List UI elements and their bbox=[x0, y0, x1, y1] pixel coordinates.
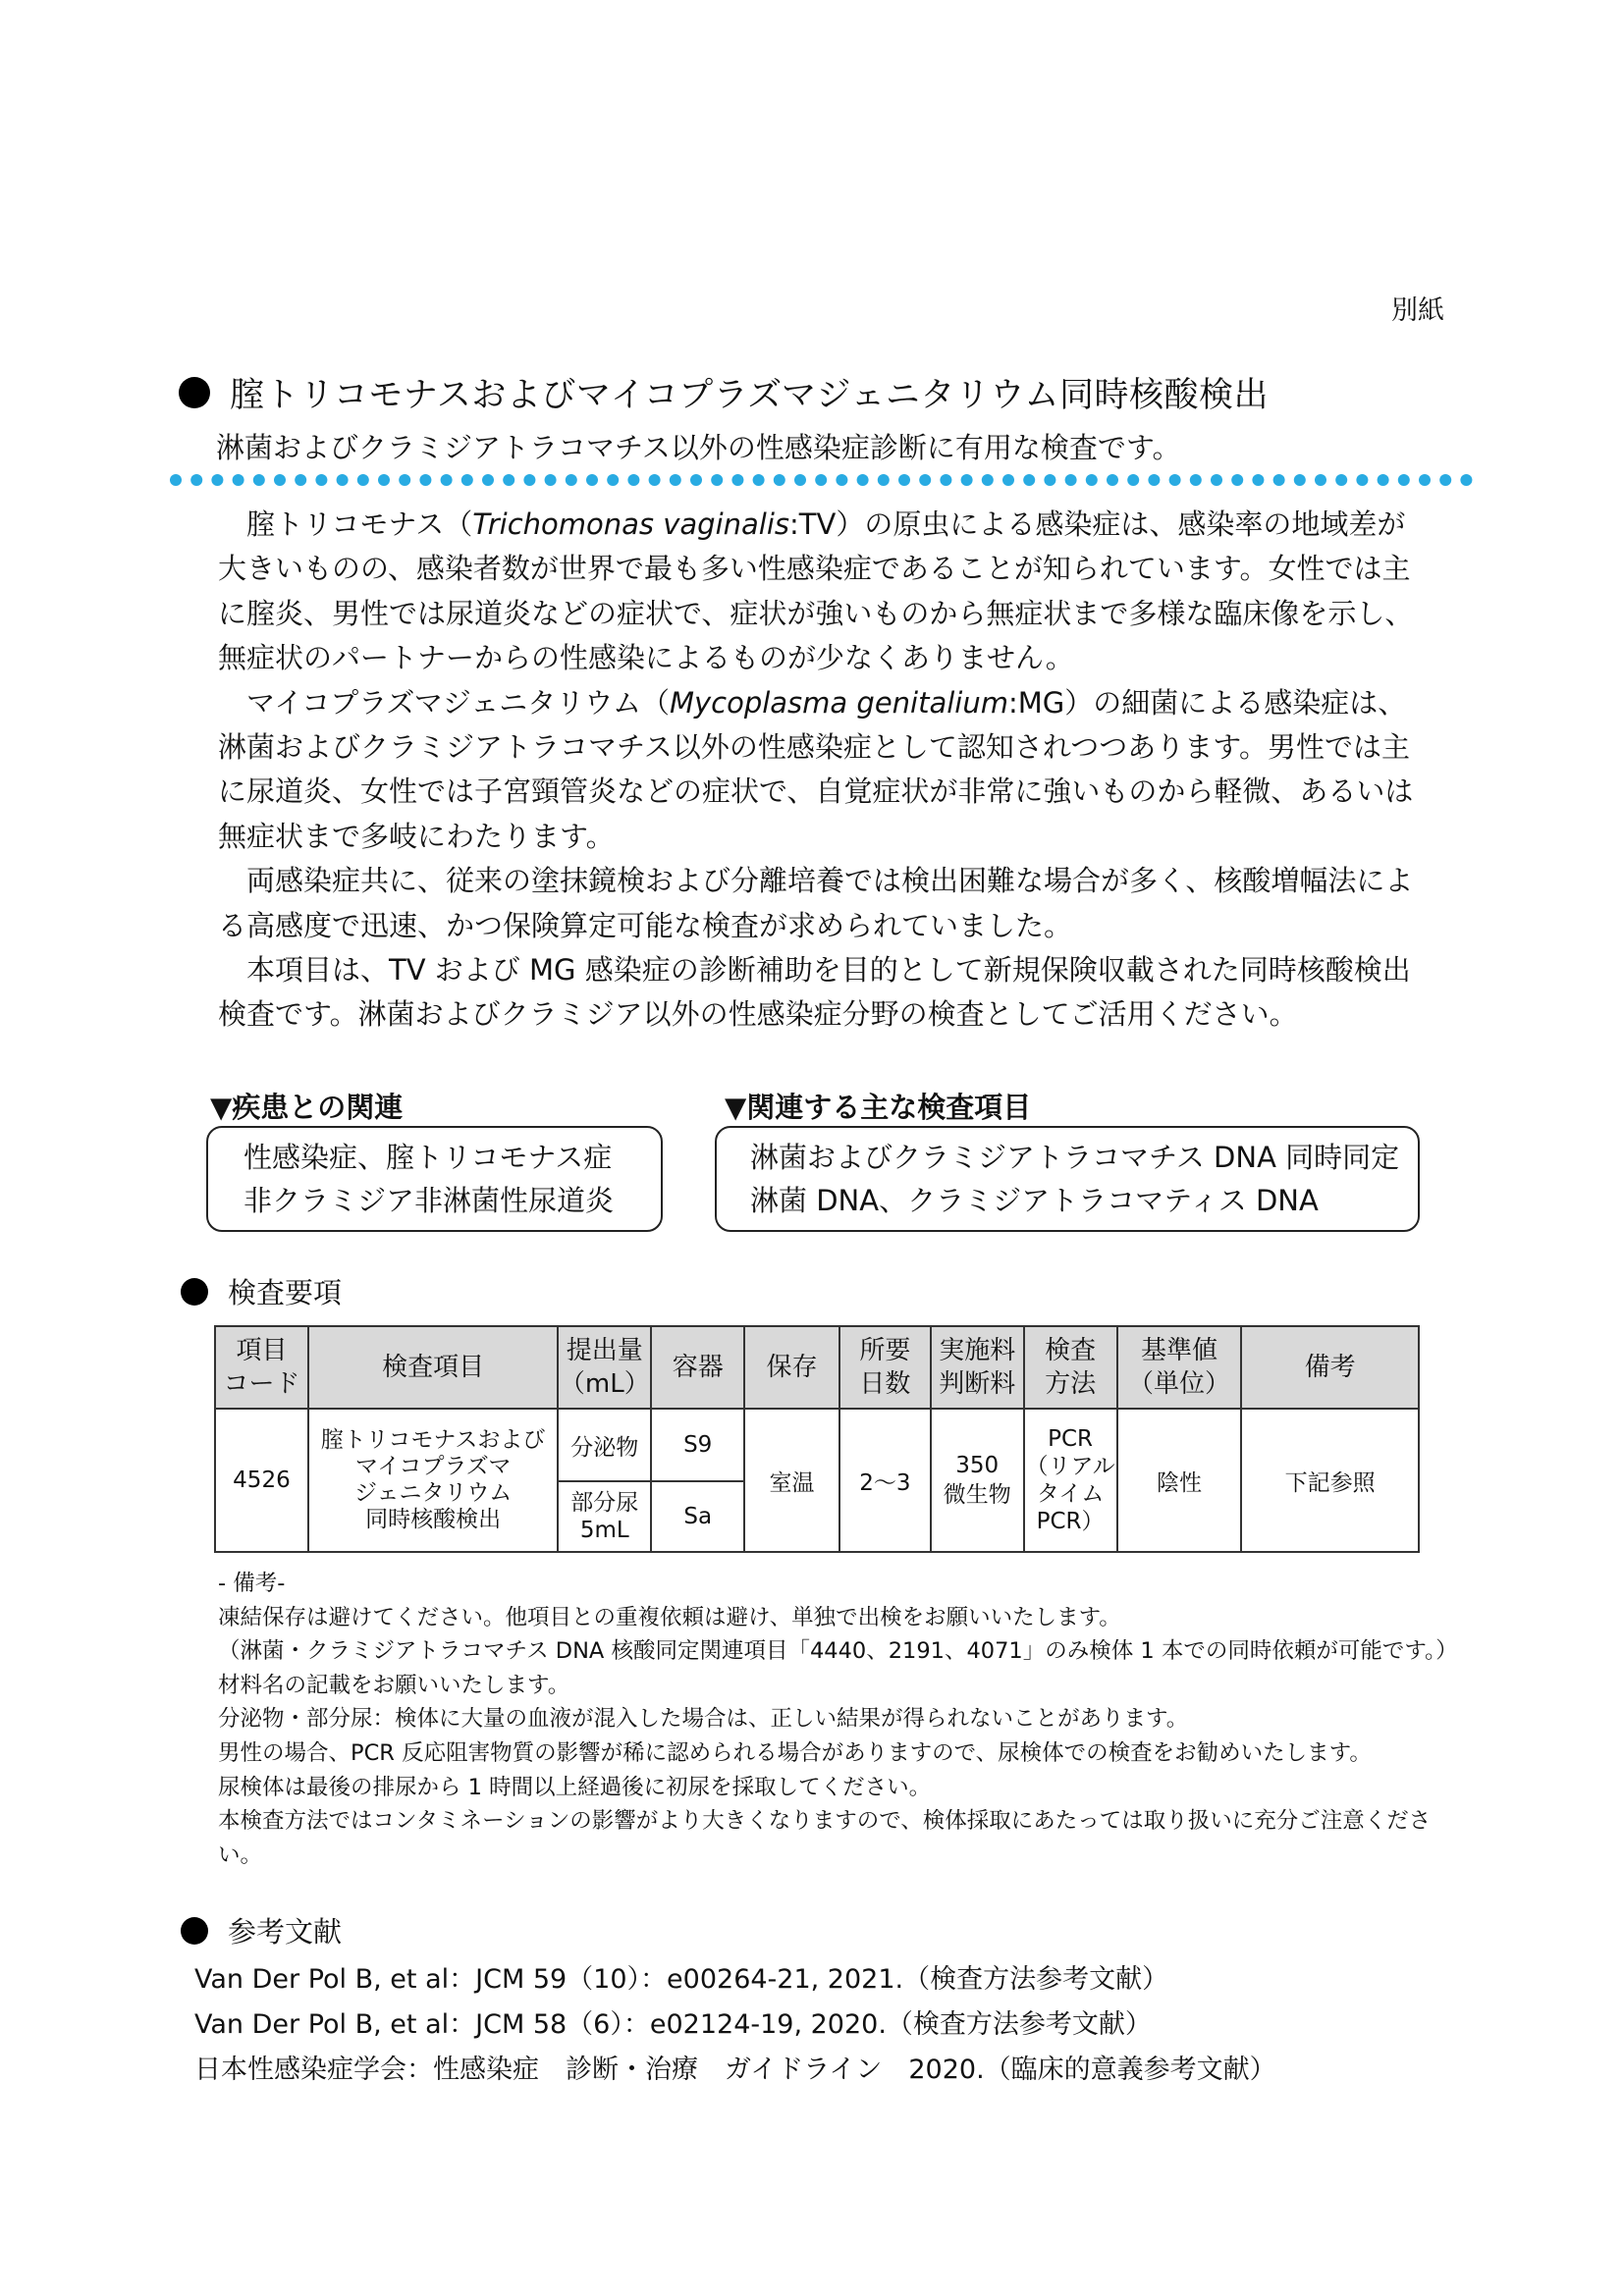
divider-dot bbox=[586, 474, 598, 486]
header-reference: 基準値 （単位） bbox=[1117, 1326, 1242, 1409]
divider-dot bbox=[627, 474, 639, 486]
divider-dot bbox=[1460, 474, 1472, 486]
cell-storage: 室温 bbox=[744, 1409, 839, 1552]
note-line: 男性の場合、PCR 反応阻害物質の影響が稀に認められる場合がありますので、尿検体での検査をお勧めいたします。 bbox=[218, 1739, 1372, 1766]
divider-dot bbox=[274, 474, 286, 486]
divider-dot bbox=[315, 474, 327, 486]
cell-volume-secretion: 分泌物 bbox=[558, 1409, 651, 1481]
references-list bbox=[194, 1957, 1276, 2093]
header-method: 検査 方法 bbox=[1024, 1326, 1117, 1409]
divider-dot bbox=[337, 474, 349, 486]
related-tests-box bbox=[715, 1126, 1420, 1232]
header-container: 容器 bbox=[651, 1326, 744, 1409]
divider-dot bbox=[399, 474, 410, 486]
cell-points: 350 微生物 bbox=[931, 1409, 1024, 1552]
intro-text bbox=[218, 503, 1426, 1038]
divider-dot bbox=[919, 474, 931, 486]
divider-dot bbox=[836, 474, 847, 486]
header-name: 検査項目 bbox=[308, 1326, 558, 1409]
divider-dot bbox=[1398, 474, 1410, 486]
divider-dot bbox=[253, 474, 265, 486]
bullet-icon bbox=[181, 1917, 208, 1945]
divider-dot bbox=[1356, 474, 1368, 486]
header-remarks: 備考 bbox=[1241, 1326, 1419, 1409]
divider-dot bbox=[170, 474, 182, 486]
related-disease-heading: ▼疾患との関連 bbox=[210, 1091, 404, 1124]
divider-dot bbox=[1273, 474, 1285, 486]
page-annex-label: 別紙 bbox=[1391, 295, 1444, 326]
divider-dot bbox=[1190, 474, 1202, 486]
divider-dot bbox=[441, 474, 453, 486]
cell-method: PCR （リアル タイム PCR） bbox=[1024, 1409, 1117, 1552]
divider-dot bbox=[1023, 474, 1035, 486]
divider-dot bbox=[1107, 474, 1118, 486]
spec-heading: 検査要項 bbox=[228, 1276, 343, 1309]
divider-dot bbox=[1086, 474, 1098, 486]
note-line: 本検査方法ではコンタミネーションの影響がより大きくなりますので、検体採取にあたっては取り扱いに充分ご注意くださ bbox=[218, 1808, 1432, 1835]
note-line: （淋菌・クラミジアトラコマチス DNA 核酸同定関連項目「4440、2191、4071」のみ検体 1 本での同時依頼が可能です。） bbox=[218, 1638, 1458, 1665]
divider-dot bbox=[878, 474, 890, 486]
divider-dot bbox=[545, 474, 557, 486]
divider-dot bbox=[774, 474, 785, 486]
divider-dot bbox=[753, 474, 765, 486]
bullet-icon bbox=[181, 1278, 208, 1306]
header-volume: 提出量 （mL） bbox=[558, 1326, 651, 1409]
table-header-row bbox=[215, 1326, 1419, 1409]
divider-dot bbox=[940, 474, 951, 486]
note-line: 分泌物・部分尿：検体に大量の血液が混入した場合は、正しい結果が得られないことがあります。 bbox=[218, 1706, 1189, 1733]
divider-dot bbox=[1378, 474, 1389, 486]
spec-table bbox=[214, 1325, 1420, 1553]
intro-paragraph-mg: マイコプラズマジェニタリウム（Mycoplasma genitalium:MG）の細菌による感染症は、淋菌およびクラミジアトラコマチス以外の性感染症として認知されつつあります。男性では主に尿道炎、女性では子宮頸管炎などの症状で、自覚症状が非常に強いものから軽微、あるいは無症状まで多岐にわたります。 bbox=[218, 685, 1414, 853]
page-subtitle: 淋菌およびクラミジアトラコマチス以外の性感染症診断に有用な検査です。 bbox=[216, 431, 1181, 464]
divider-dot bbox=[690, 474, 702, 486]
divider-dot bbox=[190, 474, 202, 486]
intro-paragraph-need: 両感染症共に、従来の塗抹鏡検および分離培養では検出困難な場合が多く、核酸増幅法による高感度で迅速、かつ保険算定可能な検査が求められていました。 bbox=[218, 864, 1414, 942]
page-title: 腟トリコモナスおよびマイコプラズマジェニタリウム同時核酸検出 bbox=[230, 376, 1270, 415]
divider-dot bbox=[670, 474, 681, 486]
divider-dot bbox=[378, 474, 390, 486]
divider-dot bbox=[857, 474, 869, 486]
divider-dot bbox=[607, 474, 619, 486]
note-line: い。 bbox=[218, 1842, 263, 1868]
divider-dot bbox=[566, 474, 577, 486]
header-storage: 保存 bbox=[744, 1326, 839, 1409]
notes-block bbox=[218, 1567, 1458, 1872]
note-line: 尿検体は最後の排尿から 1 時間以上経過後に初尿を採取してください。 bbox=[218, 1774, 932, 1800]
title-row bbox=[179, 368, 1269, 417]
divider-dot bbox=[1044, 474, 1055, 486]
divider-dot bbox=[711, 474, 723, 486]
cell-container-s9: S9 bbox=[651, 1409, 744, 1481]
related-test-item: 淋菌 DNA、クラミジアトラコマティス DNA bbox=[750, 1184, 1319, 1217]
divider-dot bbox=[731, 474, 743, 486]
divider-dot bbox=[1419, 474, 1431, 486]
related-disease-item: 性感染症、腟トリコモナス症 bbox=[243, 1141, 613, 1174]
bullet-icon bbox=[179, 377, 210, 408]
cell-name: 腟トリコモナスおよび マイコプラズマ ジェニタリウム 同時核酸検出 bbox=[308, 1409, 558, 1552]
divider-dot bbox=[1439, 474, 1451, 486]
divider-dot bbox=[1252, 474, 1264, 486]
cell-code: 4526 bbox=[215, 1409, 308, 1552]
reference-item: 日本性感染症学会：性感染症 診断・治療 ガイドライン 2020.（臨床的意義参考文献） bbox=[194, 2055, 1276, 2085]
related-disease-box bbox=[206, 1126, 663, 1232]
cell-days: 2〜3 bbox=[839, 1409, 931, 1552]
note-line: 凍結保存は避けてください。他項目との重複依頼は避け、単独で出検をお願いいたします。 bbox=[218, 1604, 1121, 1630]
divider-dot bbox=[1065, 474, 1077, 486]
reference-item: Van Der Pol B, et al：JCM 58（6）：e02124-19, 2020.（検査方法参考文献） bbox=[194, 2009, 1152, 2040]
divider-dot bbox=[503, 474, 514, 486]
references-heading-row bbox=[181, 1910, 342, 1950]
cell-remarks: 下記参照 bbox=[1241, 1409, 1419, 1552]
header-days: 所要 日数 bbox=[839, 1326, 931, 1409]
related-disease-item: 非クラミジア非淋菌性尿道炎 bbox=[243, 1184, 615, 1217]
divider-dot bbox=[233, 474, 244, 486]
dotted-divider bbox=[169, 473, 1475, 487]
divider-dot bbox=[357, 474, 369, 486]
reference-item: Van Der Pol B, et al：JCM 59（10）：e00264-21, 2021.（検査方法参考文献） bbox=[194, 1964, 1169, 1995]
note-line: 材料名の記載をお願いいたします。 bbox=[218, 1672, 570, 1698]
divider-dot bbox=[1294, 474, 1306, 486]
intro-paragraph-tv: 腟トリコモナス（Trichomonas vaginalis:TV）の原虫による感染症は、感染率の地域差が大きいものの、感染者数が世界で最も多い性感染症であることが知られています。女性では主に腟炎、男性では尿道炎などの症状で、症状が強いものから無症状まで多様な臨床像を示し、無症状のパートナーからの性感染によるものが少なくありません。 bbox=[218, 507, 1414, 675]
divider-dot bbox=[1211, 474, 1222, 486]
divider-dot bbox=[482, 474, 494, 486]
references-heading: 参考文献 bbox=[228, 1915, 343, 1949]
divider-dot bbox=[1169, 474, 1181, 486]
divider-dot bbox=[1231, 474, 1243, 486]
related-tests-heading: ▼関連する主な検査項目 bbox=[725, 1091, 1032, 1124]
divider-dot bbox=[898, 474, 910, 486]
related-test-item: 淋菌およびクラミジアトラコマチス DNA 同時同定 bbox=[750, 1141, 1400, 1174]
header-points: 実施料 判断料 bbox=[931, 1326, 1024, 1409]
cell-reference: 陰性 bbox=[1117, 1409, 1242, 1552]
spec-heading-row bbox=[181, 1271, 342, 1311]
divider-dot bbox=[523, 474, 535, 486]
divider-dot bbox=[815, 474, 827, 486]
divider-dot bbox=[295, 474, 306, 486]
divider-dot bbox=[1335, 474, 1347, 486]
notes-label: - 備考- bbox=[218, 1571, 286, 1596]
header-code: 項目 コード bbox=[215, 1326, 308, 1409]
cell-container-sa: Sa bbox=[651, 1481, 744, 1552]
divider-dot bbox=[419, 474, 431, 486]
divider-dot bbox=[794, 474, 806, 486]
divider-dot bbox=[961, 474, 973, 486]
divider-dot bbox=[1148, 474, 1160, 486]
divider-dot bbox=[461, 474, 473, 486]
divider-dot bbox=[1127, 474, 1139, 486]
divider-dot bbox=[1002, 474, 1014, 486]
divider-dot bbox=[1315, 474, 1326, 486]
cell-volume-urine: 部分尿 5mL bbox=[558, 1481, 651, 1552]
divider-dot bbox=[211, 474, 223, 486]
table-row bbox=[215, 1409, 1419, 1481]
divider-dot bbox=[982, 474, 994, 486]
intro-paragraph-item: 本項目は、TV および MG 感染症の診断補助を目的として新規保険収載された同時核酸検出検査です。淋菌およびクラミジア以外の性感染症分野の検査としてご活用ください。 bbox=[218, 953, 1411, 1032]
divider-dot bbox=[649, 474, 661, 486]
